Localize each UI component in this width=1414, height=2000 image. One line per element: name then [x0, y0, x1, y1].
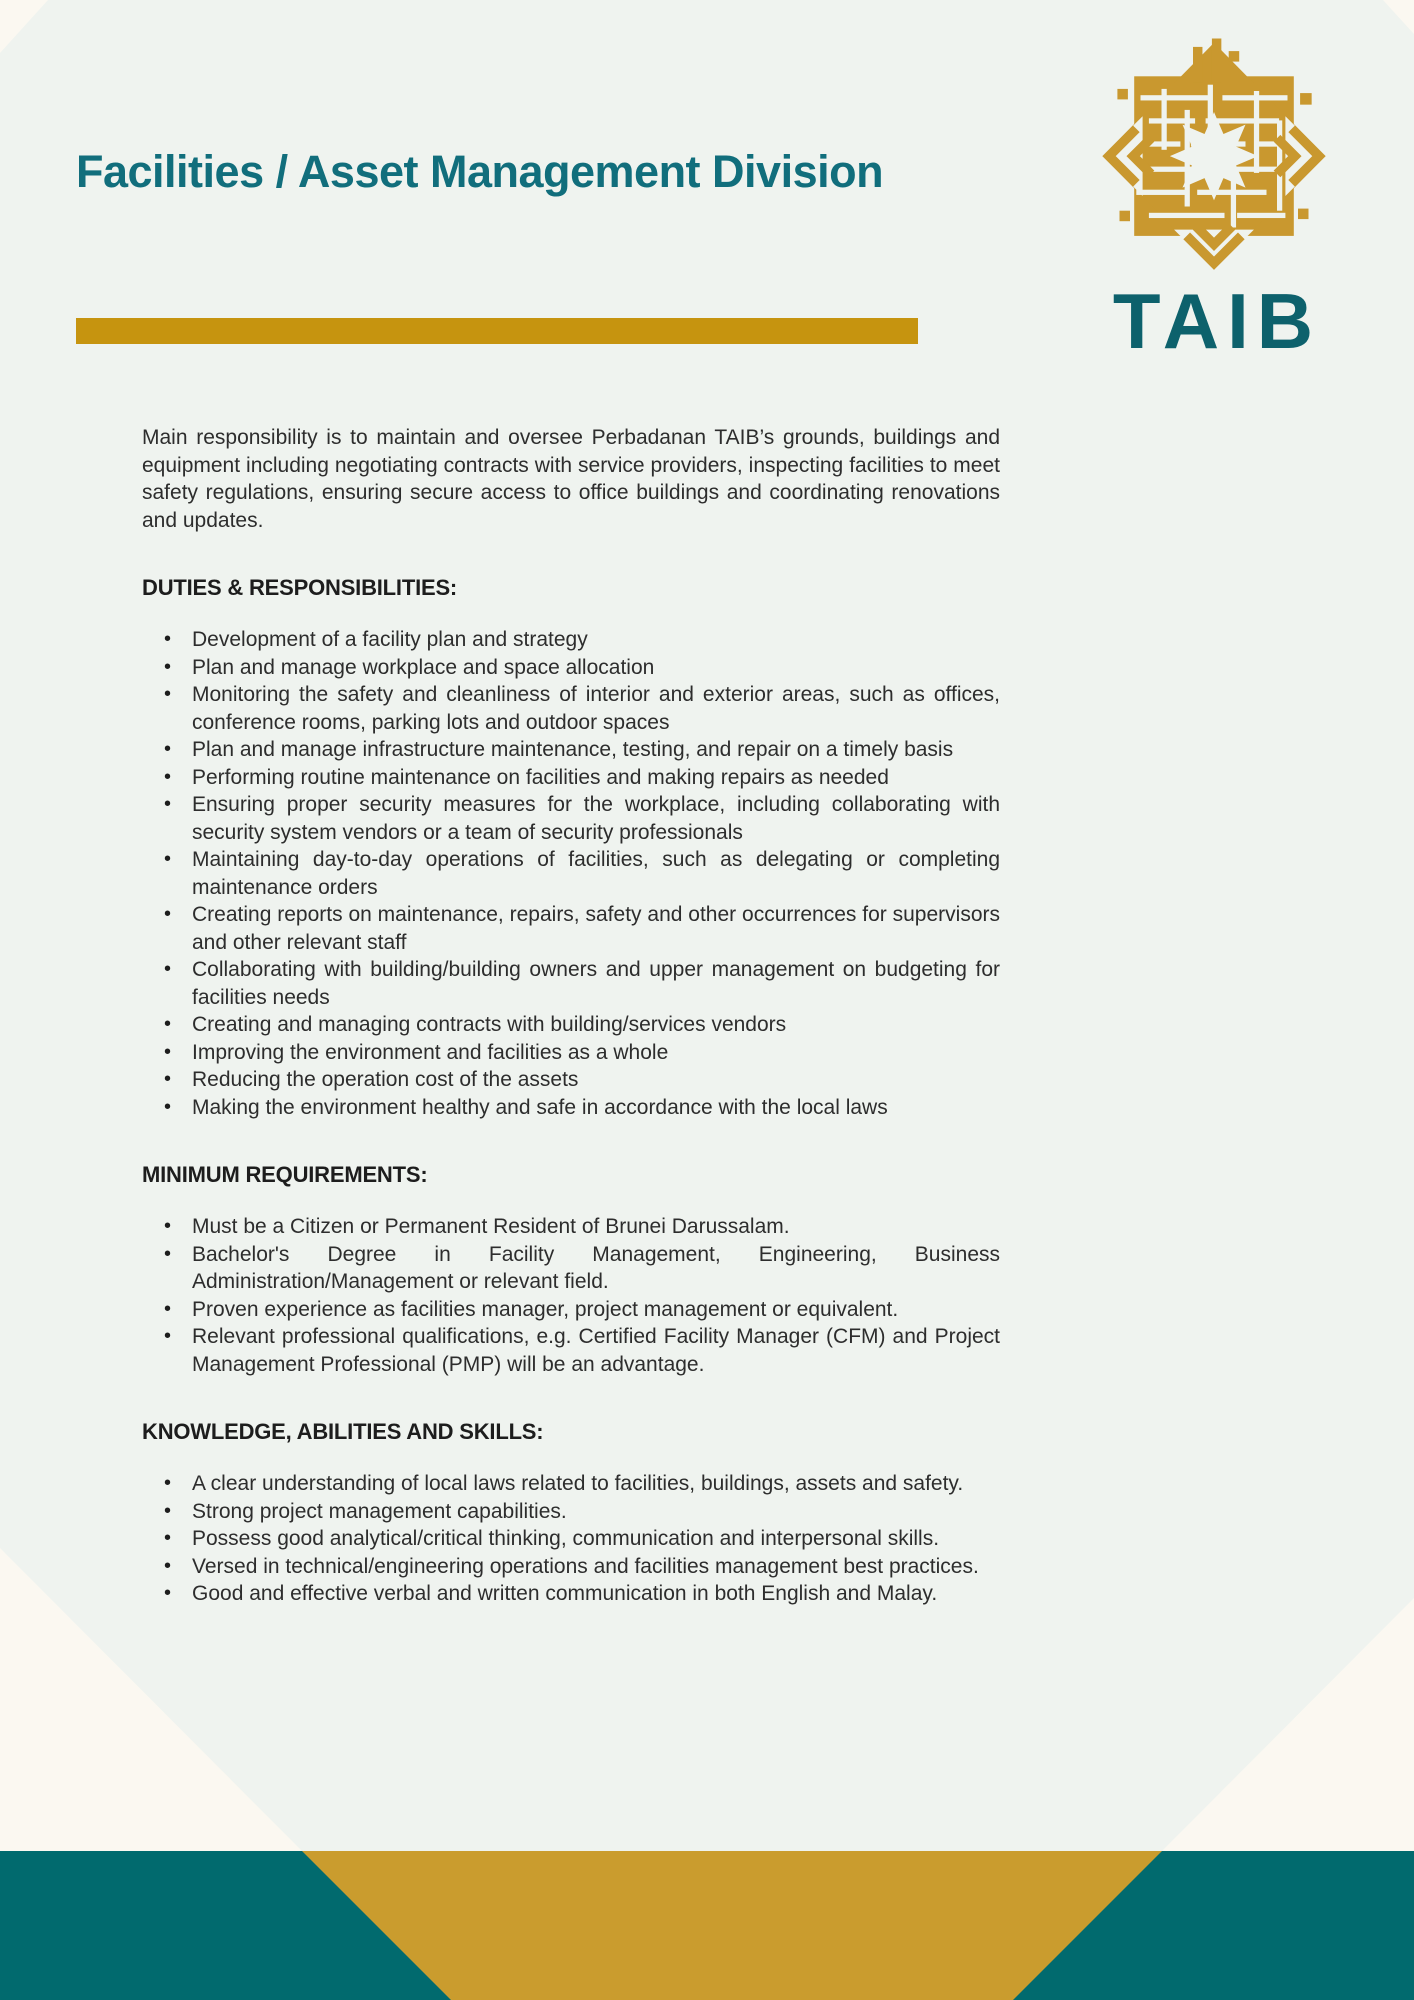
- section-minimum-requirements: [142, 1163, 1000, 1378]
- list-item: • Monitoring the safety and cleanliness of interior and exterior areas, such as offices, conference rooms, parking lots and outdoor spaces: [142, 681, 1000, 736]
- taib-logo: [1083, 28, 1345, 365]
- list-item: • Bachelor's Degree in Facility Management, Engineering, Business Administration/Management or relevant field.: [142, 1241, 1000, 1296]
- list-item: • Making the environment healthy and safe in accordance with the local laws: [142, 1094, 1000, 1122]
- list-item: • Must be a Citizen or Permanent Resident of Brunei Darussalam.: [142, 1213, 1000, 1241]
- intro-paragraph: Main responsibility is to maintain and oversee Perbadanan TAIB’s grounds, buildings and equipment including negotiating contracts with service providers, inspecting facilities to meet safety regulations, ensuring secure access to office buildings and coordinating renovations and updates.: [142, 426, 1000, 532]
- section-duties: [142, 576, 1000, 1121]
- list-item: • Collaborating with building/building owners and upper management on budgeting for facilities needs: [142, 956, 1000, 1011]
- list-item: • Improving the environment and facilities as a whole: [142, 1039, 1000, 1067]
- list-item: • Development of a facility plan and strategy: [142, 626, 1000, 654]
- section-heading: MINIMUM REQUIREMENTS:: [142, 1162, 428, 1187]
- list-item: • Maintaining day-to-day operations of facilities, such as delegating or completing maintenance orders: [142, 846, 1000, 901]
- section-heading: KNOWLEDGE, ABILITIES AND SKILLS:: [142, 1419, 544, 1444]
- bullet-list: [142, 1213, 1000, 1378]
- divider-bar: [76, 318, 918, 344]
- list-item: • Reducing the operation cost of the assets: [142, 1066, 1000, 1094]
- section-knowledge-abilities-skills: [142, 1420, 1000, 1608]
- brand-wordmark: TAIB: [1112, 277, 1322, 365]
- document-body: [142, 424, 1000, 1608]
- bullet-list: [142, 1470, 1000, 1608]
- footer-gold-triangle: [302, 1851, 1162, 2000]
- list-item: • Performing routine maintenance on facilities and making repairs as needed: [142, 764, 1000, 792]
- list-item: • Proven experience as facilities manager, project management or equivalent.: [142, 1296, 1000, 1324]
- list-item: • Versed in technical/engineering operations and facilities management best practices.: [142, 1553, 1000, 1581]
- list-item: • Good and effective verbal and written communication in both English and Malay.: [142, 1580, 1000, 1608]
- list-item: • Creating reports on maintenance, repairs, safety and other occurrences for supervisors and other relevant staff: [142, 901, 1000, 956]
- list-item: • Relevant professional qualifications, e.g. Certified Facility Manager (CFM) and Project Management Professional (PMP) will be an advantage.: [142, 1323, 1000, 1378]
- list-item: • Strong project management capabilities.: [142, 1498, 1000, 1526]
- kufic-calligraphy-star-icon: [1088, 28, 1340, 280]
- list-item: • Plan and manage workplace and space allocation: [142, 654, 1000, 682]
- page-title: Facilities / Asset Management Division: [76, 146, 884, 197]
- list-item: • Possess good analytical/critical thinking, communication and interpersonal skills.: [142, 1525, 1000, 1553]
- list-item: • Creating and managing contracts with building/services vendors: [142, 1011, 1000, 1039]
- bullet-list: [142, 626, 1000, 1121]
- list-item: • A clear understanding of local laws related to facilities, buildings, assets and safety.: [142, 1470, 1000, 1498]
- list-item: • Ensuring proper security measures for the workplace, including collaborating with security system vendors or a team of security professionals: [142, 791, 1000, 846]
- section-heading: DUTIES & RESPONSIBILITIES:: [142, 575, 458, 600]
- list-item: • Plan and manage infrastructure maintenance, testing, and repair on a timely basis: [142, 736, 1000, 764]
